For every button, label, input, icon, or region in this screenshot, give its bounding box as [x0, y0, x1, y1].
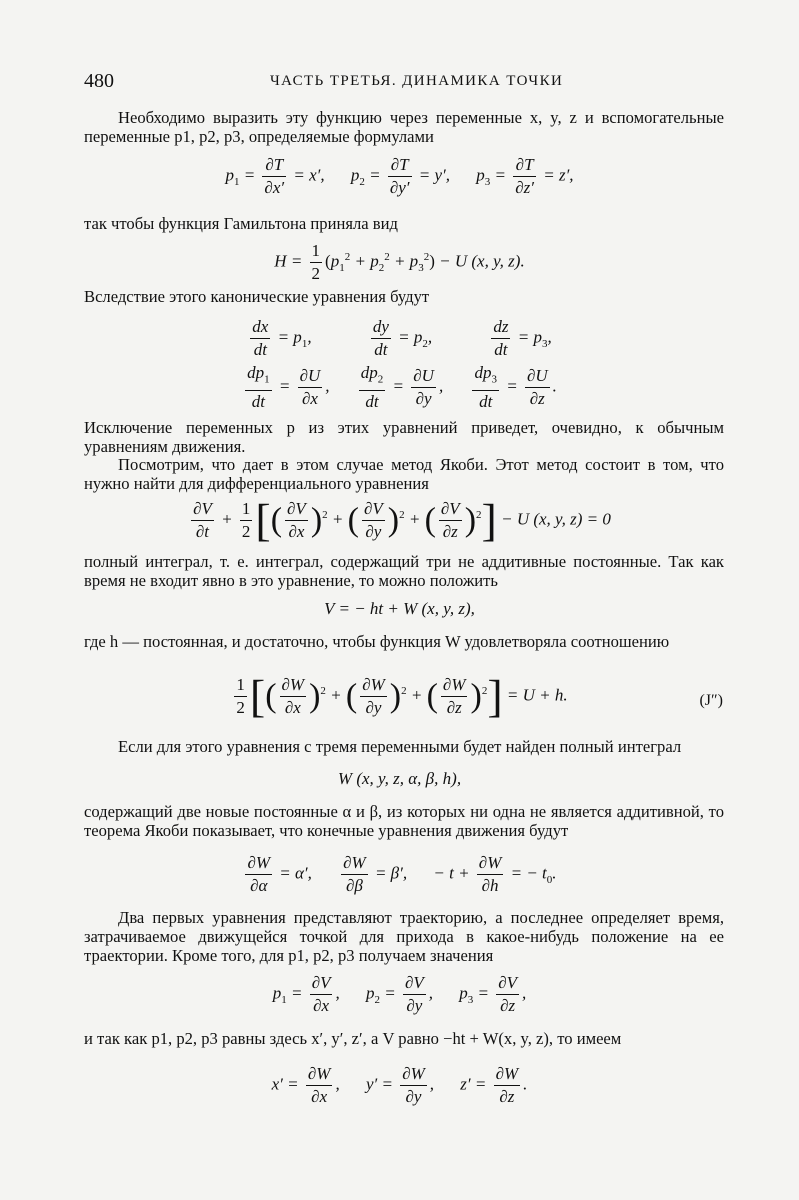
paragraph-9: содержащий две новые постоянные α и β, из которых ни одна не является аддитивной, то теорема Якоби показывает, что конечные уравнения движения будут [84, 802, 724, 840]
equation-motion: $\frac{\partial W}{\partial\alpha}$ = α′, $\frac{\partial W}{\partial\beta}$ = β′, − t + $\frac{\partial W}{\partial h}$ = − $t_0$. [247, 853, 557, 895]
equation-W-args: W (x, y, z, α, β, h), [337, 769, 462, 788]
paragraph-6: полный интеграл, т. е. интеграл, содержащий три не аддитивные постоянные. Так как время не входит явно в это уравнение, то можно положить [84, 552, 724, 590]
equation-hamiltonian: H = $\frac{1}{2}$ $(p_1^2 + p_2^2 + p_3^2) - U$ (x, y, z). [274, 241, 525, 283]
equation-V: V = − ht + W (x, y, z), [324, 599, 475, 618]
paragraph-3: Вследствие этого канонические уравнения будут [84, 287, 430, 306]
paragraph-4: Исключение переменных p из этих уравнений приведет, очевидно, к обычным уравнениям движения. [84, 418, 724, 456]
paragraph-10: Два первых уравнения представляют траекторию, а последнее определяет время, затрачиваемое движущейся точкой для прихода в какое-нибудь положение на ее траектории. Кроме того, для p1, p2, p3 получаем значения [84, 908, 724, 965]
equation-momenta: $p_1$ = $\frac{\partial T}{\partial x'}$ = x′, $p_2$ = $\frac{\partial T}{\partial y'}$ = y′, $p_3$ = $\frac{\partial T}{\partial z'}$ = z′, [225, 155, 574, 197]
equation-canonical-1: $\frac{dx}{dt}$ = $p_1$, $\frac{dy}{dt}$ = $p_2$, $\frac{dz}{dt}$ = $p_3$, [252, 317, 552, 359]
paragraph-1: Необходимо выразить эту функцию через переменные x, y, z и вспомогательные переменные p1, p2, p3, определяемые формулами [84, 108, 724, 146]
equation-canonical-2: $\frac{dp_1}{dt}$ = $\frac{\partial U}{\partial x}$ , $\frac{dp_2}{dt}$ = $\frac{\partial U}{\partial y}$ , $\frac{dp_3}{dt}$ = $\frac{\partial U}{\partial z}$ . [247, 363, 557, 412]
running-title: ЧАСТЬ ТРЕТЬЯ. ДИНАМИКА ТОЧКИ [270, 73, 564, 89]
paragraph-11: и так как p1, p2, p3 равны здесь x′, y′, z′, а V равно −ht + W(x, y, z), то имеем [84, 1029, 622, 1048]
paragraph-7: где h — постоянная, и достаточно, чтобы функция W удовлетворяла соотношению [84, 632, 670, 651]
equation-label: (J″) [699, 692, 723, 709]
paragraph-5: Посмотрим, что дает в этом случае метод Якоби. Этот метод состоит в том, что нужно найти для дифференциального уравнения [84, 455, 724, 493]
page-number: 480 [84, 70, 114, 92]
page-header [84, 70, 724, 94]
equation-velocities: x′ = $\frac{\partial W}{\partial x}$ , y′ = $\frac{\partial W}{\partial y}$ , z′ = $\frac{\partial W}{\partial z}$ . [271, 1064, 528, 1106]
equation-J: $\frac{1}{2}$ [( $\frac{\partial W}{\partial x}$ )$^2$ + ( $\frac{\partial W}{\partial y}$ )$^2$ + ( $\frac{\partial W}{\partial z}$ )$^2$] = U + h. [236, 670, 568, 722]
equation-momenta-V: $p_1$ = $\frac{\partial V}{\partial x}$ , $p_2$ = $\frac{\partial V}{\partial y}$ , $p_3$ = $\frac{\partial V}{\partial z}$ , [272, 973, 527, 1015]
paragraph-2: так чтобы функция Гамильтона приняла вид [84, 214, 398, 233]
paragraph-8: Если для этого уравнения с тремя переменными будет найден полный интеграл [118, 737, 682, 756]
equation-jacobi: $\frac{\partial V}{\partial t}$ + $\frac{1}{2}$ [( $\frac{\partial V}{\partial x}$ )$^2$ + ( $\frac{\partial V}{\partial y}$ )$^2$ + ( $\frac{\partial V}{\partial z}$ )$^2$] − U (x, y, z) = 0 [193, 494, 611, 546]
